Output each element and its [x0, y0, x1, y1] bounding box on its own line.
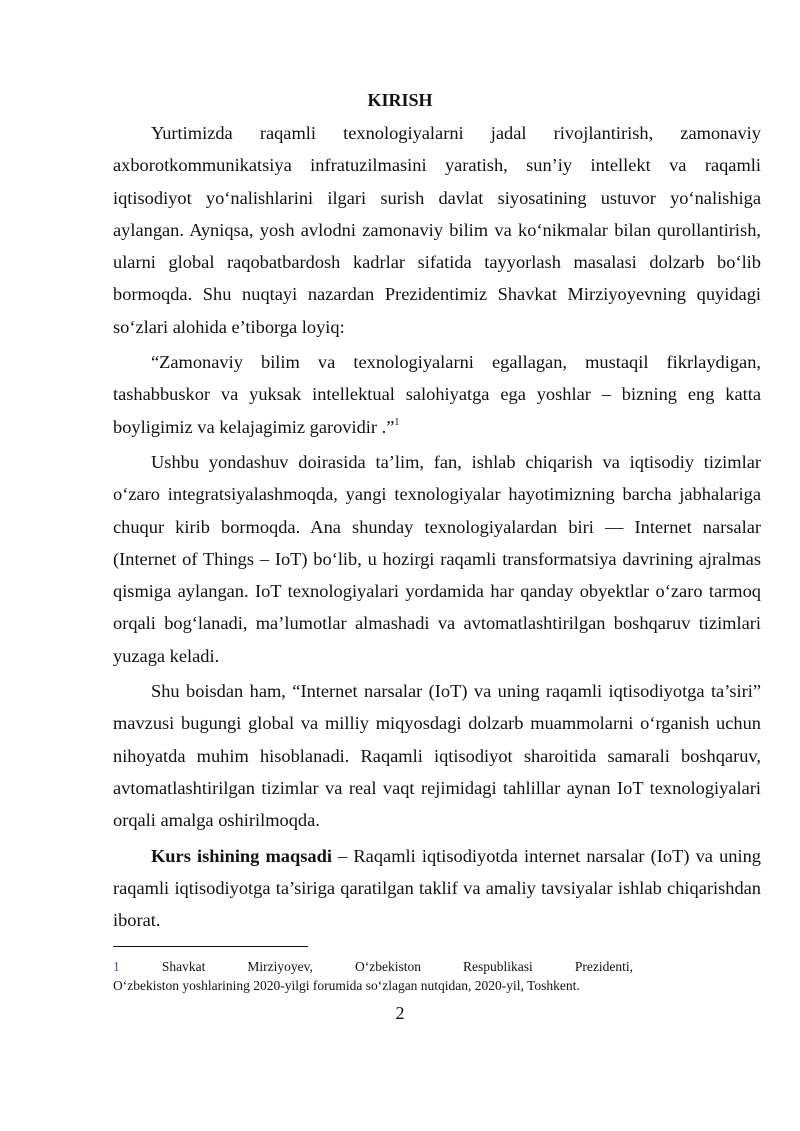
footnote-separator — [113, 946, 308, 947]
footnote-line-1 — [113, 957, 633, 976]
goal-text: – Raqamli iqtisodiyotda internet narsalar (IoT) va uning raqamli iqtisodiyotga ta’siriga qaratilgan taklif va amaliy tavsiyalar ishlab chiqarishdan iborat. — [113, 845, 761, 931]
footnote-source-author: Shavkat Mirziyoyev, O‘zbekiston Respublikasi Prezidenti, — [119, 959, 633, 974]
body-text — [113, 117, 761, 936]
goal-label: Kurs ishining maqsadi — [151, 845, 332, 866]
paragraph-quote — [113, 346, 761, 443]
section-heading: KIRISH — [367, 90, 433, 110]
paragraph-iot-approach: Ushbu yondashuv doirasida ta’lim, fan, ishlab chiqarish va iqtisodiy tizimlar o‘zaro integratsiyalashmoqda, yangi texnologiyalar hayotimizning barcha jabhalariga chuqur kirib bormoqda. Ana shunday texnologiyalardan biri — Internet narsalar (Internet of Things – IoT) bo‘lib, u hozirgi raqamli transformatsiya davrining ajralmas qismiga aylangan. IoT texnologiyalari yordamida har qanday obyektlar o‘zaro tarmoq orqali bog‘lanadi, ma’lumotlar almashadi va avtomatlashtirilgan boshqaruv tizimlari yuzaga keladi. — [113, 451, 761, 666]
footnote-line-2: O‘zbekiston yoshlarining 2020-yilgi forumida so‘zlagan nutqidan, 2020-yil, Toshkent. — [113, 978, 580, 993]
paragraph-goal — [113, 840, 761, 937]
paragraph-intro: Yurtimizda raqamli texnologiyalarni jadal rivojlantirish, zamonaviy axborotkommunikatsiya infratuzilmasini yaratish, sun’iy intellekt va raqamli iqtisodiyot yo‘nalishlarini ilgari surish davlat siyosatining ustuvor yo‘nalishiga aylangan. Ayniqsa, yosh avlodni zamonaviy bilim va ko‘nikmalar bilan qurollantirish, ularni global raqobatbardosh kadrlar sifatida tayyorlash masalasi dolzarb bo‘lib bormoqda. Shu nuqtayi nazardan Prezidentimiz Shavkat Mirziyoyevning quyidagi so‘zlari alohida e’tiborga loyiq: — [113, 123, 761, 337]
footnote-reference[interactable]: 1 — [394, 416, 400, 428]
footnote — [113, 957, 633, 995]
page-number: 2 — [395, 1003, 405, 1023]
footnote-number: 1 — [113, 959, 120, 974]
quote-text: “Zamonaviy bilim va texnologiyalarni egallagan, mustaqil fikrlaydigan, tashabbuskor va yuksak intellektual salohiyatga ega yoshlar – bizning eng katta boyligimiz va kelajagimiz garovidir .” — [113, 352, 761, 437]
paragraph-topic-relevance: Shu boisdan ham, “Internet narsalar (IoT) va uning raqamli iqtisodiyotga ta’siri” mavzusi bugungi global va milliy miqyosdagi dolzarb muammolarni o‘rganish uchun nihoyatda muhim hisoblanadi. Raqamli iqtisodiyot sharoitida samarali boshqaruv, avtomatlashtirilgan tizimlar va real vaqt rejimidagi tahlillar aynan IoT texnologiyalari orqali amalga oshirilmoqda. — [113, 681, 761, 831]
